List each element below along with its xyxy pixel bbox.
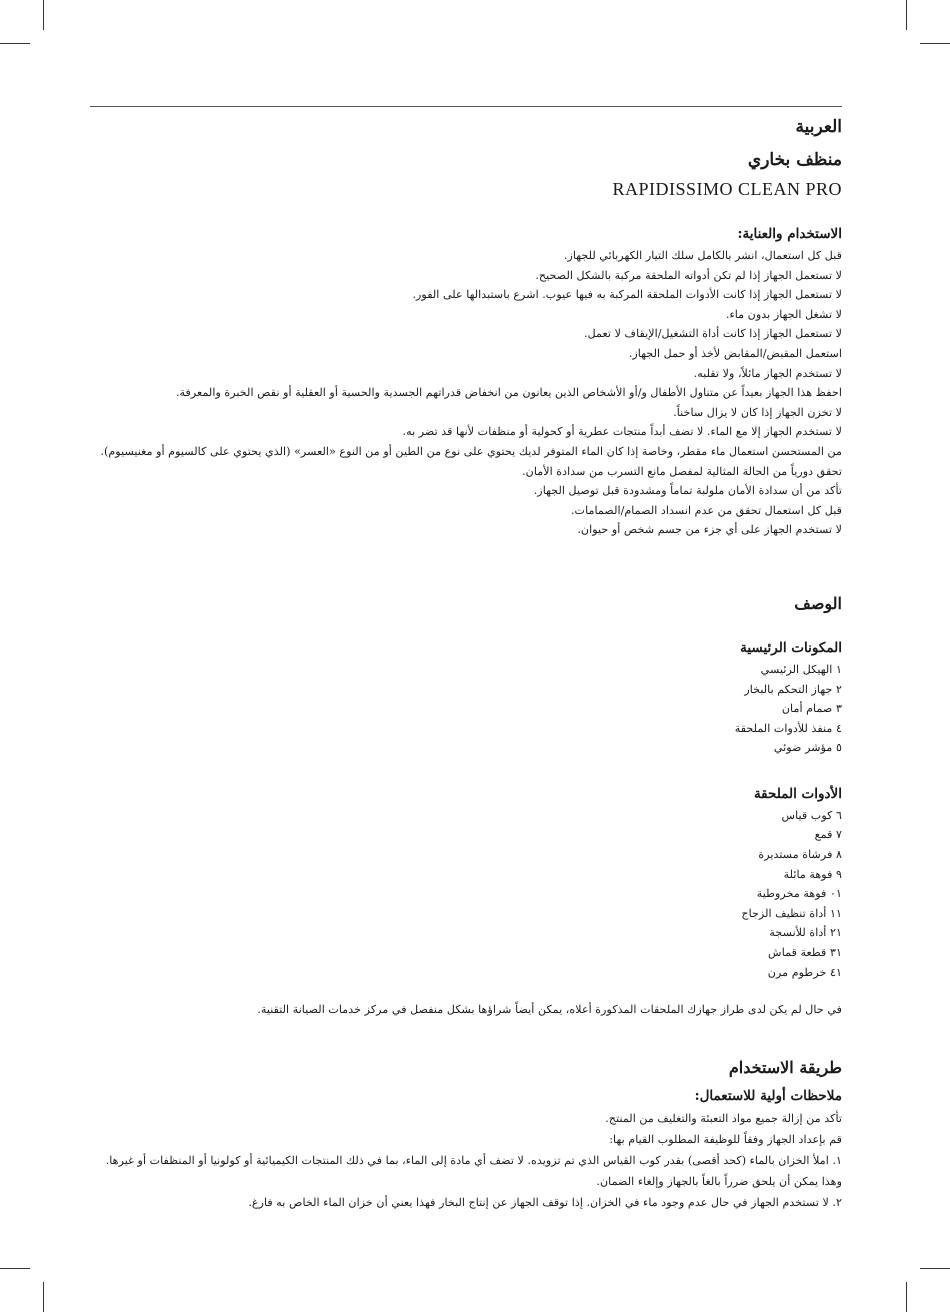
crop-mark — [920, 43, 950, 44]
crop-mark — [43, 0, 44, 30]
crop-mark — [920, 1268, 950, 1269]
crop-mark — [43, 1282, 44, 1312]
product-name: منظف بخاري — [747, 150, 842, 170]
usage-care-list — [90, 246, 842, 540]
accessories-heading: الأدوات الملحقة — [753, 785, 842, 802]
accessory-item: ٣١ قطعة قماش — [768, 946, 842, 960]
accessory-item: ٨ فرشاة مستديرة — [758, 848, 842, 862]
usage-care-item: تحقق دورياً من الحالة المثالية لمفصل مانع التسرب من سدادة الأمان. — [522, 464, 842, 478]
model-name: RAPIDISSIMO CLEAN PRO — [612, 179, 842, 199]
crop-mark — [0, 43, 30, 44]
component-item: ٢ جهاز التحكم بالبخار — [744, 682, 842, 696]
top-rule — [90, 106, 842, 107]
accessories-note: في حال لم يكن لدى طراز جهازك الملحقات المذكورة أعلاه، يمكن أيضاً شراؤها بشكل منفصل في مركز خدمات الصيانة التقنية. — [257, 1003, 842, 1017]
usage-care-item: لا تستعمل الجهاز إذا كانت أداة التشغيل/الإيقاف لا تعمل. — [584, 327, 842, 341]
usage-care-item: لا تستخدم الجهاز إلا مع الماء. لا تضف أبداً منتجات عطرية أو كحولية أو منظفات لأنها قد تضر به. — [402, 425, 842, 439]
crop-mark — [906, 0, 907, 30]
accessories-list — [90, 806, 842, 982]
accessory-item: ٩ فوهة مائلة — [783, 867, 842, 881]
usage-care-item: لا تستعمل الجهاز إذا لم تكن أدواته الملحقة مركبة بالشكل الصحيح. — [535, 268, 842, 282]
accessory-item: ٤١ خرطوم مرن — [767, 965, 842, 979]
accessory-item: ١١ أداة تنظيف الزجاج — [741, 906, 842, 920]
description-heading: الوصف — [794, 593, 842, 613]
component-item: ٥ مؤشر ضوئي — [773, 741, 842, 755]
preliminary-line: تأكد من إزالة جميع مواد التعبئة والتغليف من المنتج. — [605, 1111, 842, 1125]
manual-page — [90, 112, 842, 1213]
usage-care-item: قبل كل استعمال، انشر بالكامل سلك التيار الكهربائي للجهاز. — [563, 249, 842, 262]
crop-mark — [0, 1268, 30, 1269]
usage-care-item: احفظ هذا الجهاز بعيداً عن متناول الأطفال و/أو الأشخاص الذين يعانون من انخفاض قدراتهم الجسدية والحسية أو العقلية أو نقص الخبرة والمعرفة. — [175, 386, 842, 400]
usage-care-item: من المستحسن استعمال ماء مقطر، وخاصة إذا كان الماء المتوفر لديك يحتوي على نوع من الطين أو من النوع «العسر» (الذي يحتوي على كالسيوم أو مغنيسيوم). — [100, 444, 842, 458]
accessory-item: ٢١ أداة للأنسجة — [769, 926, 842, 940]
preliminary-line: ٢. لا تستخدم الجهاز في حال عدم وجود ماء في الخزان. إذا توقف الجهاز عن إنتاج البخار فهذا يعني أن خزان الماء الخاص به فارغ. — [248, 1195, 842, 1209]
usage-care-item: لا تستخدم الجهاز على أي جزء من جسم شخص أو حيوان. — [577, 523, 842, 537]
usage-care-item: قبل كل استعمال تحقق من عدم انسداد الصمام/الصمامات. — [571, 503, 842, 517]
preliminary-line: ١. املأ الخزان بالماء (كحد أقصى) بقدر كوب القياس الذي تم تزويده. لا تضف أي مادة إلى الماء، بما في ذلك المنتجات الكيميائية أو كولونيا أو المنظفات أو غيرها. وهذا يمكن أن يلحق ضرراً بالغاً بالجهاز وإلغاء الضمان. — [105, 1153, 842, 1188]
accessory-item: ٦ كوب قياس — [781, 808, 842, 822]
usage-care-item: لا تشغل الجهاز بدون ماء. — [725, 307, 842, 321]
crop-mark — [906, 1282, 907, 1312]
usage-care-item: لا تستخدم الجهاز مائلاً، ولا تقلبه. — [693, 366, 842, 380]
usage-care-item: لا تخزن الجهاز إذا كان لا يزال ساخناً. — [673, 405, 842, 419]
main-components-list — [90, 660, 842, 758]
component-item: ٣ صمام أمان — [781, 702, 842, 716]
main-components-heading: المكونات الرئيسية — [740, 639, 842, 656]
preliminary-line: قم بإعداد الجهاز وفقاً للوظيفة المطلوب القيام بها: — [609, 1132, 842, 1146]
usage-care-item: تأكد من أن سدادة الأمان ملولبة تماماً ومشدودة قبل توصيل الجهاز. — [533, 484, 842, 498]
usage-care-item: لا تستعمل الجهاز إذا كانت الأدوات الملحقة المركبة به فيها عيوب. اشرع باستبدالها على الفور. — [412, 288, 842, 302]
component-item: ١ الهيكل الرئيسي — [760, 662, 842, 676]
usage-care-heading: الاستخدام والعناية: — [737, 226, 842, 242]
accessory-item: ٠١ فوهة مخروطية — [756, 887, 842, 901]
accessory-item: ٧ قمع — [814, 828, 842, 842]
usage-care-item: استعمل المقبض/المقابض لأخذ أو حمل الجهاز. — [628, 346, 842, 360]
preliminary-notes-heading: ملاحظات أولية للاستعمال: — [694, 1087, 842, 1104]
usage-method-heading: طريقة الاستخدام — [728, 1057, 842, 1077]
component-item: ٤ منفذ للأدوات الملحقة — [734, 721, 842, 735]
language-title: العربية — [795, 117, 842, 137]
